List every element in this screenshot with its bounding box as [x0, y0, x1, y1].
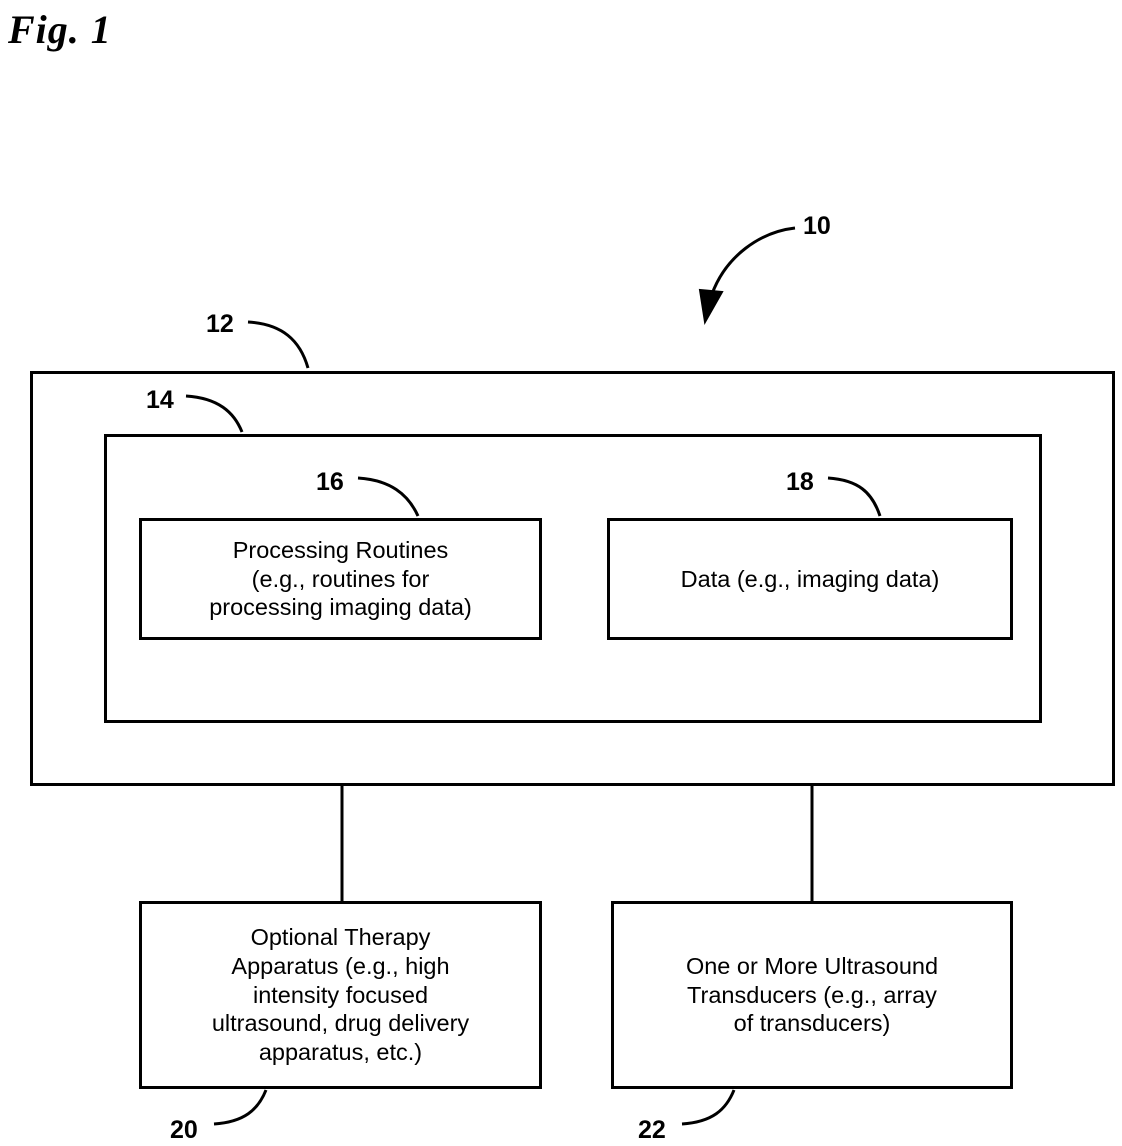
therapy-apparatus-label: Optional Therapy Apparatus (e.g., high intensity focused ultrasound, drug delivery apparatus, etc.): [211, 924, 470, 1065]
reference-numeral-20: 20: [170, 1116, 198, 1144]
reference-numeral-22: 22: [638, 1116, 666, 1144]
leader-line-22: [682, 1090, 734, 1124]
processing-routines-label: Processing Routines (e.g., routines for processing imaging data): [209, 537, 472, 621]
data-box: [607, 518, 1013, 640]
reference-numeral-14: 14: [146, 386, 174, 414]
leader-line-10: [712, 228, 795, 294]
reference-numeral-18: 18: [786, 468, 814, 496]
reference-numeral-16: 16: [316, 468, 344, 496]
transducers-label: One or More Ultrasound Transducers (e.g., array of transducers): [685, 953, 939, 1037]
data-label: Data (e.g., imaging data): [680, 565, 940, 592]
transducers-box: [611, 901, 1013, 1089]
reference-numeral-10: 10: [803, 212, 831, 240]
therapy-apparatus-box: [139, 901, 542, 1089]
figure-label: Fig. 1: [8, 7, 112, 52]
leader-line-12: [248, 322, 308, 368]
processing-routines-box: [139, 518, 542, 640]
leader-line-20: [214, 1090, 266, 1124]
reference-numeral-12: 12: [206, 310, 234, 338]
arrowhead-10: [700, 290, 722, 322]
